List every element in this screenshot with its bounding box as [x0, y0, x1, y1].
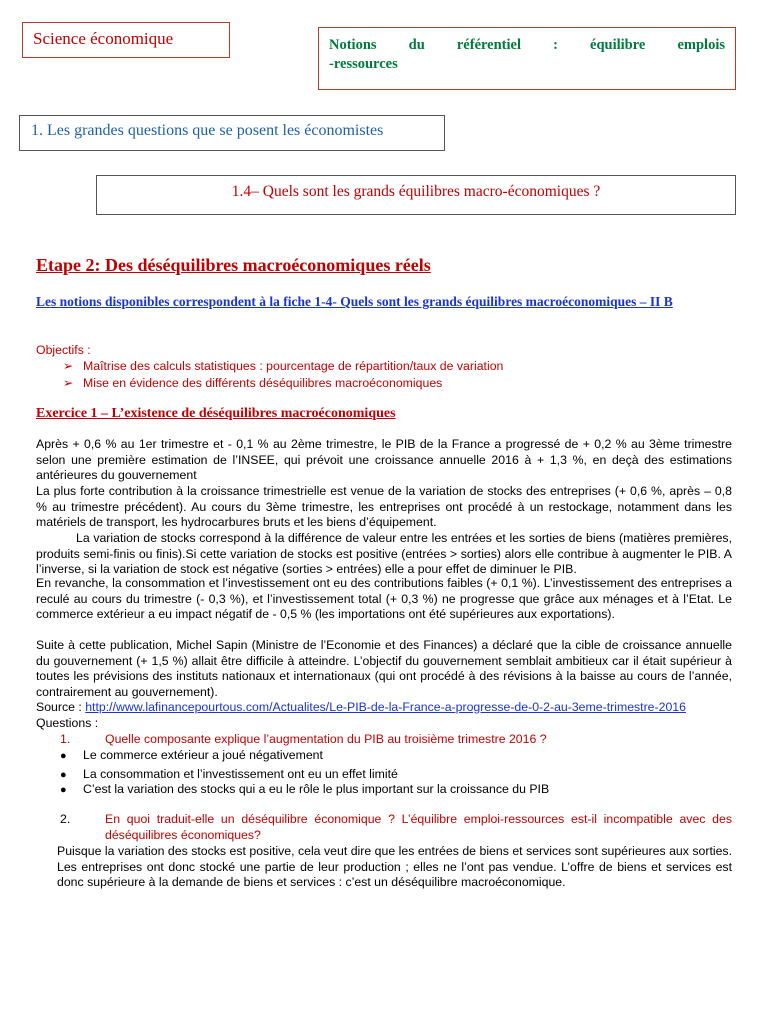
objectif-text: Mise en évidence des différents déséquilibres macroéconomiques	[83, 376, 443, 390]
section-title: 1. Les grandes questions que se posent les économistes	[31, 122, 384, 139]
paragraph: Suite à cette publication, Michel Sapin (Ministre de l’Economie et des Finances) a déclaré que la cible de croissance annuelle du gouvernement (+ 1,5 %) allait être difficile à atteindre. L’objectif du gouvernement semblait ambitieux car il était supérieur à toutes les prévisions des instituts nationaux et internationaux (qui ont procédé à des révisions à la baisse au cours de l’année, contrairement au gouvernement).	[36, 638, 732, 699]
subject-box	[22, 22, 230, 58]
bullet-text: C’est la variation des stocks qui a eu le rôle le plus important sur la croissance du PIB	[83, 782, 550, 796]
question-number: 1.	[60, 732, 71, 746]
question-number: 2.	[60, 812, 71, 826]
arrow-bullet-icon: ➢	[63, 359, 74, 373]
paragraph: La plus forte contribution à la croissance trimestrielle est venue de la variation de stocks des entreprises (+ 0,6 %, après – 0,8 % au trimestre précédent). Au cours du 3ème trimestre, les entreprises ont procédé à un restockage, notamment dans les matériels de transport, les hydrocarbures bruts et les biens d’équipement.	[36, 484, 732, 530]
objectif-item	[63, 359, 503, 373]
exercice-title: Exercice 1 – L’existence de déséquilibres macroéconomiques	[36, 406, 396, 421]
objectifs-label: Objectifs :	[36, 343, 91, 357]
bullet-icon: ●	[60, 750, 67, 762]
bullet-icon: ●	[60, 769, 67, 781]
bullet-text: La consommation et l’investissement ont eu un effet limité	[83, 767, 398, 781]
question-1	[60, 732, 547, 746]
notions-link[interactable]: Les notions disponibles correspondent à la fiche 1-4- Quels sont les grands équilibres macroéconomiques – II B	[36, 294, 673, 309]
notions-line-1: Notions du référentiel : équilibre emplois	[329, 37, 725, 53]
answer-bullet	[60, 767, 398, 781]
answer-bullet	[60, 748, 323, 762]
notions-line-2: -ressources	[329, 56, 398, 72]
arrow-bullet-icon: ➢	[63, 376, 74, 390]
question-text: En quoi traduit-elle un déséquilibre économique ? L’équilibre emploi-ressources est-il incompatible avec des déséquilibres économiques?	[105, 812, 732, 842]
subsection-title-box	[96, 175, 736, 215]
notions-box	[318, 27, 736, 90]
paragraph: Après + 0,6 % au 1er trimestre et - 0,1 % au 2ème trimestre, le PIB de la France a progressé de + 0,2 % au 3ème trimestre selon une première estimation de l’INSEE, qui prévoit une croissance annuelle 2016 à + 1,3 %, en deçà des estimations antérieures du gouvernement	[36, 437, 732, 483]
paragraph: En revanche, la consommation et l’investissement ont eu des contributions faibles (+ 0,1 %). L’investissement des entreprises a reculé au cours du trimestre (- 0,3 %), et l’investissement total (+ 0,3 %) ne progresse que grâce aux ménages et à l’Etat. Le commerce extérieur a eu impact négatif de - 0,5 % (les importations ont été supérieures aux exportations).	[36, 576, 732, 622]
source-line	[36, 700, 686, 714]
subject-title: Science économique	[33, 29, 174, 48]
etape-title: Etape 2: Des déséquilibres macroéconomiques réels	[36, 255, 431, 275]
source-label: Source :	[36, 700, 82, 714]
question-text: Quelle composante explique l’augmentation du PIB au troisième trimestre 2016 ?	[105, 732, 547, 746]
question-2	[60, 812, 732, 843]
paragraph: La variation de stocks correspond à la différence de valeur entre les entrées et les sorties de biens (matières premières, produits semi-finis ou finis).Si cette variation de stocks est positive (entrées > sorties) alors elle contribue à augmenter le PIB. A l’inverse, si la variation de stock est négative (sorties > entrées) elle a pour effet de diminuer le PIB.	[36, 531, 732, 577]
source-link[interactable]: http://www.lafinancepourtous.com/Actualites/Le-PIB-de-la-France-a-progresse-de-0-2-au-3eme-trimestre-2016	[85, 700, 686, 714]
answer-bullet	[60, 782, 549, 796]
bullet-text: Le commerce extérieur a joué négativement	[83, 748, 323, 762]
bullet-icon: ●	[60, 784, 67, 796]
questions-label: Questions :	[36, 716, 99, 730]
objectif-text: Maîtrise des calculs statistiques : pourcentage de répartition/taux de variation	[83, 359, 504, 373]
subsection-title: 1.4– Quels sont les grands équilibres macro-économiques ?	[231, 183, 601, 200]
section-title-box	[19, 115, 445, 151]
objectif-item	[63, 376, 442, 390]
answer-paragraph: Puisque la variation des stocks est positive, cela veut dire que les entrées de biens et services sont supérieures aux sorties. Les entreprises ont donc stocké une partie de leur production ; elles ne l’ont pas vendue. L’offre de biens et services est donc supérieure à la demande de biens et services : c’est un déséquilibre macroéconomique.	[57, 844, 732, 890]
